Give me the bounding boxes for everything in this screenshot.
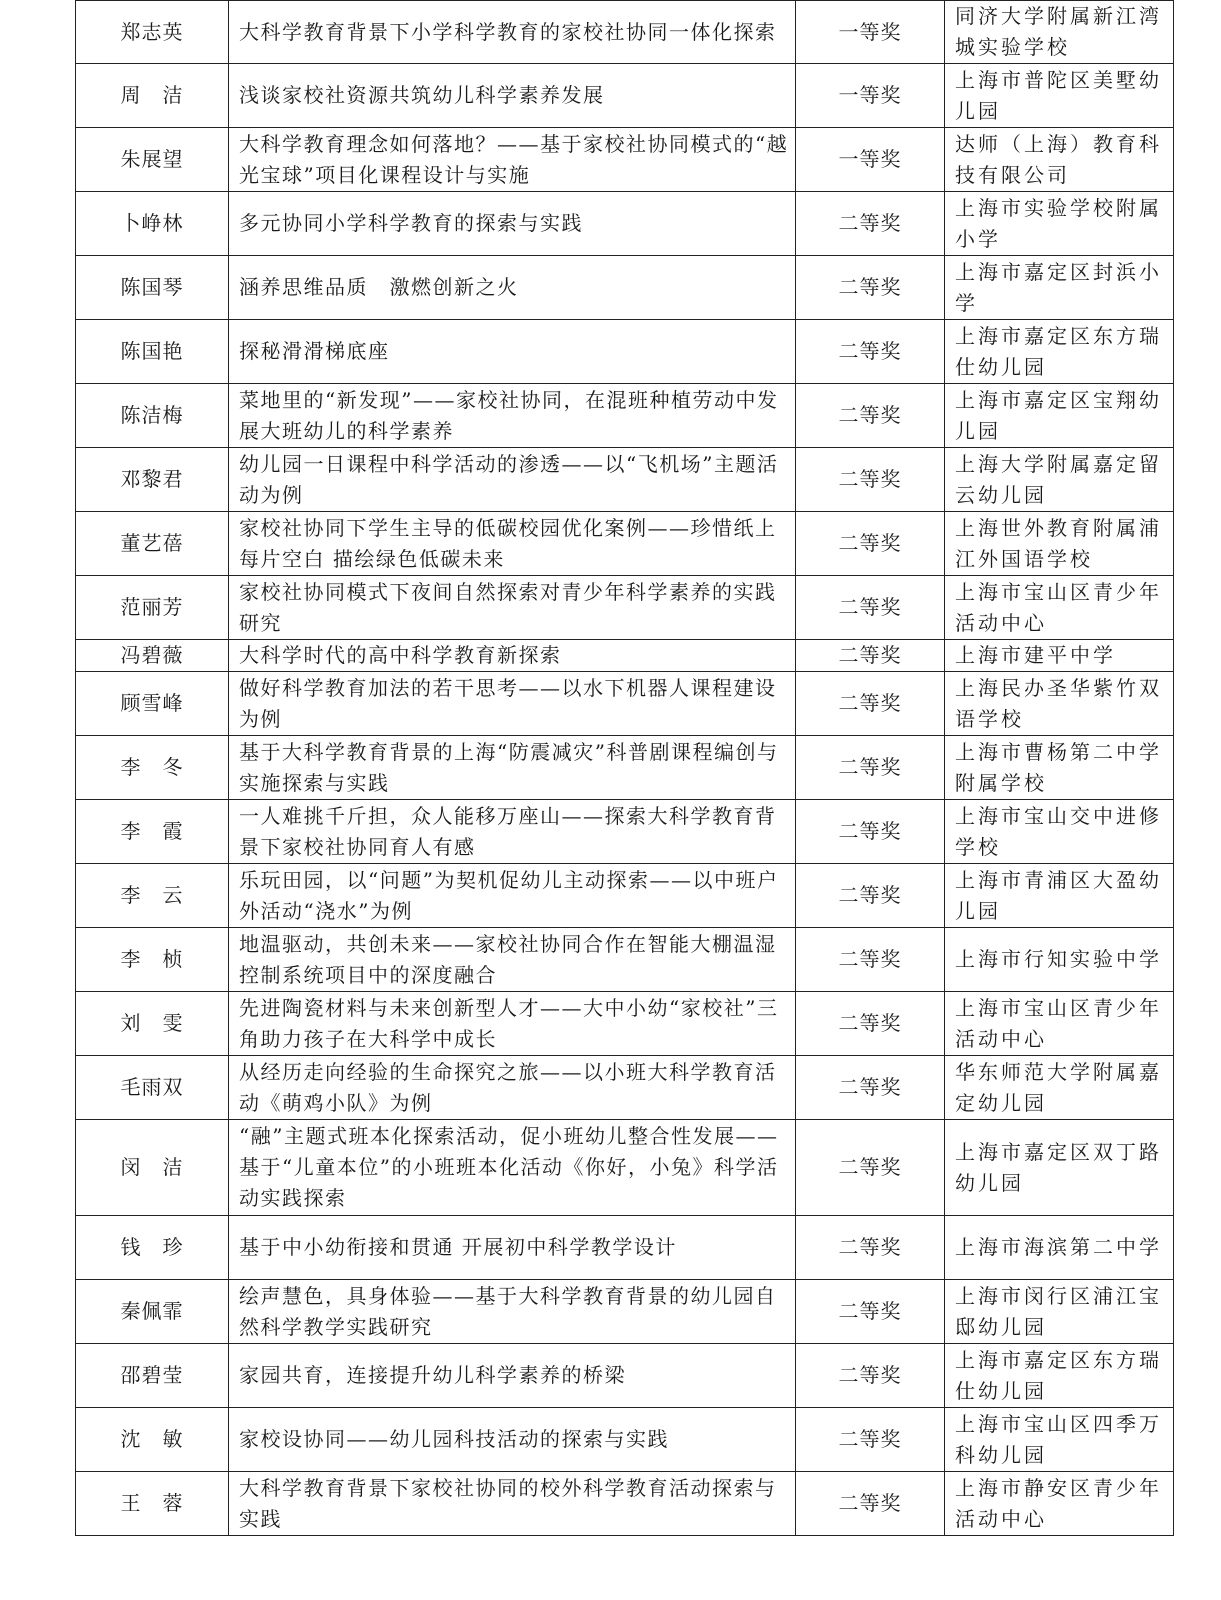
- paper-title-text: 涵养思维品质 激燃创新之火: [239, 275, 519, 299]
- award-level-cell: [796, 992, 945, 1056]
- table-row: [76, 800, 1174, 864]
- awardee-name-cell: [76, 64, 229, 128]
- table-row: [76, 928, 1174, 992]
- affiliation-text: 上海世外教育附属浦江外国语学校: [955, 515, 1162, 571]
- affiliation-text: 上海市宝山区青少年活动中心: [955, 995, 1162, 1051]
- paper-title-text: 基于大科学教育背景的上海“防震减灾”科普剧课程编创与实施探索与实践: [239, 739, 779, 795]
- award-level-cell: [796, 512, 945, 576]
- table-row: [76, 1216, 1174, 1280]
- affiliation-text: 上海市嘉定区宝翔幼儿园: [955, 387, 1162, 443]
- table-row: [76, 128, 1174, 192]
- award-level-text: 二等奖: [838, 467, 902, 491]
- awardee-name-text: 邵碧莹: [120, 1363, 184, 1387]
- awardee-name-cell: [76, 512, 229, 576]
- awardee-name-cell: [76, 800, 229, 864]
- awardee-name-cell: [76, 256, 229, 320]
- paper-title-text: 大科学教育理念如何落地？——基于家校社协同模式的“越光宝球”项目化课程设计与实施: [239, 131, 789, 187]
- awardee-name-text: 顾雪峰: [120, 691, 184, 715]
- affiliation-text: 上海市青浦区大盈幼儿园: [955, 867, 1162, 923]
- paper-title-cell: [229, 448, 796, 512]
- paper-title-cell: [229, 192, 796, 256]
- table-row: [76, 320, 1174, 384]
- paper-title-text: 菜地里的“新发现”——家校社协同，在混班种植劳动中发展大班幼儿的科学素养: [239, 387, 779, 443]
- table-row: [76, 1344, 1174, 1408]
- awardee-name-text: 秦佩霏: [120, 1299, 184, 1323]
- awardee-name-cell: [76, 192, 229, 256]
- award-level-cell: [796, 128, 945, 192]
- paper-title-cell: [229, 672, 796, 736]
- affiliation-text: 上海市静安区青少年活动中心: [955, 1475, 1162, 1531]
- paper-title-text: 家园共育，连接提升幼儿科学素养的桥梁: [239, 1363, 626, 1387]
- affiliation-text: 上海市嘉定区双丁路幼儿园: [955, 1139, 1162, 1195]
- awardee-name-text: 陈国艳: [120, 339, 184, 363]
- awardee-name-text: 刘 雯: [120, 1011, 184, 1035]
- affiliation-text: 上海市海滨第二中学: [955, 1235, 1162, 1259]
- affiliation-cell: [945, 576, 1174, 640]
- awards-table-body: [76, 1, 1174, 1536]
- paper-title-cell: [229, 576, 796, 640]
- award-level-cell: [796, 1, 945, 64]
- affiliation-text: 上海市宝山区青少年活动中心: [955, 579, 1162, 635]
- awardee-name-text: 王 蓉: [120, 1491, 184, 1515]
- award-level-cell: [796, 1472, 945, 1536]
- paper-title-cell: [229, 1280, 796, 1344]
- table-row: [76, 1408, 1174, 1472]
- award-level-text: 二等奖: [838, 691, 902, 715]
- affiliation-cell: [945, 928, 1174, 992]
- affiliation-cell: [945, 256, 1174, 320]
- table-row: [76, 640, 1174, 672]
- paper-title-cell: [229, 256, 796, 320]
- paper-title-cell: [229, 1344, 796, 1408]
- awardee-name-cell: [76, 1120, 229, 1216]
- affiliation-cell: [945, 736, 1174, 800]
- awardee-name-text: 卜峥林: [120, 211, 184, 235]
- award-level-cell: [796, 384, 945, 448]
- award-level-cell: [796, 320, 945, 384]
- awardee-name-cell: [76, 640, 229, 672]
- awardee-name-text: 董艺蓓: [120, 531, 184, 555]
- paper-title-cell: [229, 64, 796, 128]
- affiliation-cell: [945, 992, 1174, 1056]
- awardee-name-text: 李 冬: [120, 755, 184, 779]
- table-row: [76, 512, 1174, 576]
- award-level-cell: [796, 928, 945, 992]
- award-level-cell: [796, 1344, 945, 1408]
- affiliation-text: 达师（上海）教育科技有限公司: [955, 131, 1162, 187]
- awardee-name-text: 李 云: [120, 883, 184, 907]
- award-level-text: 一等奖: [838, 147, 902, 171]
- paper-title-text: 基于中小幼衔接和贯通 开展初中科学教学设计: [239, 1235, 677, 1259]
- awardee-name-text: 周 洁: [120, 83, 184, 107]
- award-level-text: 二等奖: [838, 1075, 902, 1099]
- awardee-name-cell: [76, 576, 229, 640]
- award-level-text: 二等奖: [838, 947, 902, 971]
- award-level-cell: [796, 1120, 945, 1216]
- award-level-text: 二等奖: [838, 1011, 902, 1035]
- affiliation-text: 上海市嘉定区东方瑞仕幼儿园: [955, 1347, 1162, 1403]
- award-level-text: 二等奖: [838, 1299, 902, 1323]
- affiliation-cell: [945, 320, 1174, 384]
- affiliation-cell: [945, 448, 1174, 512]
- affiliation-text: 上海市普陀区美墅幼儿园: [955, 67, 1162, 123]
- table-row: [76, 64, 1174, 128]
- award-level-text: 二等奖: [838, 755, 902, 779]
- paper-title-cell: [229, 928, 796, 992]
- affiliation-cell: [945, 384, 1174, 448]
- award-level-cell: [796, 736, 945, 800]
- award-level-text: 二等奖: [838, 1155, 902, 1179]
- awardee-name-text: 毛雨双: [120, 1075, 184, 1099]
- awardee-name-text: 闵 洁: [120, 1155, 184, 1179]
- award-level-cell: [796, 1408, 945, 1472]
- award-level-cell: [796, 64, 945, 128]
- awardee-name-text: 陈洁梅: [120, 403, 184, 427]
- affiliation-text: 上海市嘉定区封浜小学: [955, 259, 1162, 315]
- affiliation-text: 上海市宝山区四季万科幼儿园: [955, 1411, 1162, 1467]
- awardee-name-text: 李 桢: [120, 947, 184, 971]
- awardee-name-cell: [76, 1472, 229, 1536]
- affiliation-text: 上海市曹杨第二中学附属学校: [955, 739, 1162, 795]
- paper-title-text: 大科学时代的高中科学教育新探索: [239, 643, 562, 667]
- paper-title-text: 家校社协同模式下夜间自然探索对青少年科学素养的实践研究: [239, 579, 777, 635]
- affiliation-text: 上海市行知实验中学: [955, 947, 1162, 971]
- table-row: [76, 736, 1174, 800]
- affiliation-cell: [945, 1408, 1174, 1472]
- table-row: [76, 576, 1174, 640]
- affiliation-cell: [945, 864, 1174, 928]
- affiliation-text: 上海民办圣华紫竹双语学校: [955, 675, 1162, 731]
- awardee-name-cell: [76, 128, 229, 192]
- paper-title-cell: [229, 1216, 796, 1280]
- table-row: [76, 1, 1174, 64]
- paper-title-text: 幼儿园一日课程中科学活动的渗透——以“飞机场”主题活动为例: [239, 451, 779, 507]
- paper-title-text: “融”主题式班本化探索活动，促小班幼儿整合性发展——基于“儿童本位”的小班班本化活动《你好，小兔》科学活动实践探索: [239, 1124, 779, 1210]
- awardee-name-cell: [76, 448, 229, 512]
- awardee-name-cell: [76, 1280, 229, 1344]
- paper-title-text: 家校设协同——幼儿园科技活动的探索与实践: [239, 1427, 669, 1451]
- awardee-name-text: 陈国琴: [120, 275, 184, 299]
- paper-title-cell: [229, 1408, 796, 1472]
- paper-title-cell: [229, 800, 796, 864]
- affiliation-cell: [945, 1056, 1174, 1120]
- award-level-text: 二等奖: [838, 339, 902, 363]
- paper-title-cell: [229, 1472, 796, 1536]
- paper-title-text: 探秘滑滑梯底座: [239, 339, 390, 363]
- awardee-name-text: 郑志英: [120, 19, 184, 44]
- paper-title-text: 地温驱动，共创未来——家校社协同合作在智能大棚温湿控制系统项目中的深度融合: [239, 931, 777, 987]
- affiliation-cell: [945, 640, 1174, 672]
- paper-title-cell: [229, 864, 796, 928]
- affiliation-cell: [945, 800, 1174, 864]
- award-level-text: 二等奖: [838, 531, 902, 555]
- paper-title-text: 大科学教育背景下小学科学教育的家校社协同一体化探索: [239, 19, 777, 44]
- awardee-name-cell: [76, 384, 229, 448]
- awardee-name-text: 沈 敏: [120, 1427, 184, 1451]
- table-row: [76, 1120, 1174, 1216]
- award-level-text: 二等奖: [838, 403, 902, 427]
- award-level-text: 二等奖: [838, 819, 902, 843]
- paper-title-text: 乐玩田园，以“问题”为契机促幼儿主动探索——以中班户外活动“浇水”为例: [239, 867, 779, 923]
- table-row: [76, 1280, 1174, 1344]
- affiliation-cell: [945, 1, 1174, 64]
- award-level-cell: [796, 1056, 945, 1120]
- award-level-text: 二等奖: [838, 1235, 902, 1259]
- awardee-name-cell: [76, 928, 229, 992]
- award-level-text: 二等奖: [838, 1491, 902, 1515]
- paper-title-text: 一人难挑千斤担，众人能移万座山——探索大科学教育背景下家校社协同育人有感: [239, 803, 777, 859]
- paper-title-text: 家校社协同下学生主导的低碳校园优化案例——珍惜纸上每片空白 描绘绿色低碳未来: [239, 515, 777, 571]
- table-row: [76, 1472, 1174, 1536]
- table-row: [76, 448, 1174, 512]
- affiliation-text: 上海市宝山交中进修学校: [955, 803, 1162, 859]
- awardee-name-cell: [76, 672, 229, 736]
- affiliation-text: 上海大学附属嘉定留云幼儿园: [955, 451, 1162, 507]
- awardee-name-text: 邓黎君: [120, 467, 184, 491]
- paper-title-cell: [229, 736, 796, 800]
- affiliation-cell: [945, 1216, 1174, 1280]
- paper-title-text: 先进陶瓷材料与未来创新型人才——大中小幼“家校社”三角助力孩子在大科学中成长: [239, 995, 779, 1051]
- award-level-cell: [796, 256, 945, 320]
- award-level-text: 二等奖: [838, 595, 902, 619]
- affiliation-text: 同济大学附属新江湾城实验学校: [955, 4, 1162, 59]
- award-level-text: 二等奖: [838, 1427, 902, 1451]
- paper-title-text: 绘声慧色，具身体验——基于大科学教育背景的幼儿园自然科学教学实践研究: [239, 1283, 777, 1339]
- awardee-name-text: 冯碧薇: [120, 643, 184, 667]
- award-level-cell: [796, 672, 945, 736]
- paper-title-text: 多元协同小学科学教育的探索与实践: [239, 211, 583, 235]
- awardee-name-text: 朱展望: [120, 147, 184, 171]
- paper-title-text: 做好科学教育加法的若干思考——以水下机器人课程建设为例: [239, 675, 777, 731]
- paper-title-cell: [229, 512, 796, 576]
- awardee-name-cell: [76, 320, 229, 384]
- table-row: [76, 672, 1174, 736]
- paper-title-cell: [229, 1056, 796, 1120]
- table-row: [76, 1056, 1174, 1120]
- awardee-name-cell: [76, 1216, 229, 1280]
- awards-table: [75, 0, 1174, 1536]
- affiliation-cell: [945, 128, 1174, 192]
- paper-title-cell: [229, 320, 796, 384]
- awardee-name-cell: [76, 736, 229, 800]
- table-row: [76, 864, 1174, 928]
- awardee-name-text: 钱 珍: [120, 1235, 184, 1259]
- affiliation-cell: [945, 512, 1174, 576]
- affiliation-cell: [945, 1120, 1174, 1216]
- award-level-text: 二等奖: [838, 1363, 902, 1387]
- affiliation-text: 华东师范大学附属嘉定幼儿园: [955, 1059, 1162, 1115]
- award-level-cell: [796, 640, 945, 672]
- affiliation-cell: [945, 1280, 1174, 1344]
- award-level-cell: [796, 576, 945, 640]
- awardee-name-cell: [76, 1408, 229, 1472]
- awardee-name-text: 李 霞: [120, 819, 184, 843]
- award-level-text: 二等奖: [838, 883, 902, 907]
- table-row: [76, 192, 1174, 256]
- award-level-text: 二等奖: [838, 275, 902, 299]
- affiliation-cell: [945, 192, 1174, 256]
- award-level-text: 一等奖: [838, 19, 902, 44]
- affiliation-cell: [945, 64, 1174, 128]
- award-level-text: 一等奖: [838, 83, 902, 107]
- awardee-name-cell: [76, 1056, 229, 1120]
- award-level-cell: [796, 864, 945, 928]
- award-level-cell: [796, 800, 945, 864]
- paper-title-cell: [229, 1, 796, 64]
- paper-title-text: 大科学教育背景下家校社协同的校外科学教育活动探索与实践: [239, 1475, 777, 1531]
- award-level-cell: [796, 1216, 945, 1280]
- award-level-cell: [796, 448, 945, 512]
- awardee-name-text: 范丽芳: [120, 595, 184, 619]
- affiliation-cell: [945, 672, 1174, 736]
- paper-title-cell: [229, 128, 796, 192]
- affiliation-text: 上海市建平中学: [955, 643, 1116, 667]
- paper-title-cell: [229, 992, 796, 1056]
- award-level-cell: [796, 1280, 945, 1344]
- table-row: [76, 256, 1174, 320]
- paper-title-text: 浅谈家校社资源共筑幼儿科学素养发展: [239, 83, 605, 107]
- affiliation-text: 上海市实验学校附属小学: [955, 195, 1162, 251]
- paper-title-text: 从经历走向经验的生命探究之旅——以小班大科学教育活动《萌鸡小队》为例: [239, 1059, 777, 1115]
- awardee-name-cell: [76, 864, 229, 928]
- affiliation-cell: [945, 1472, 1174, 1536]
- award-level-text: 二等奖: [838, 211, 902, 235]
- affiliation-text: 上海市嘉定区东方瑞仕幼儿园: [955, 323, 1162, 379]
- paper-title-cell: [229, 640, 796, 672]
- table-row: [76, 992, 1174, 1056]
- awardee-name-cell: [76, 1, 229, 64]
- affiliation-cell: [945, 1344, 1174, 1408]
- affiliation-text: 上海市闵行区浦江宝邸幼儿园: [955, 1283, 1162, 1339]
- paper-title-cell: [229, 384, 796, 448]
- award-level-cell: [796, 192, 945, 256]
- table-row: [76, 384, 1174, 448]
- paper-title-cell: [229, 1120, 796, 1216]
- awardee-name-cell: [76, 992, 229, 1056]
- award-level-text: 二等奖: [838, 643, 902, 667]
- awardee-name-cell: [76, 1344, 229, 1408]
